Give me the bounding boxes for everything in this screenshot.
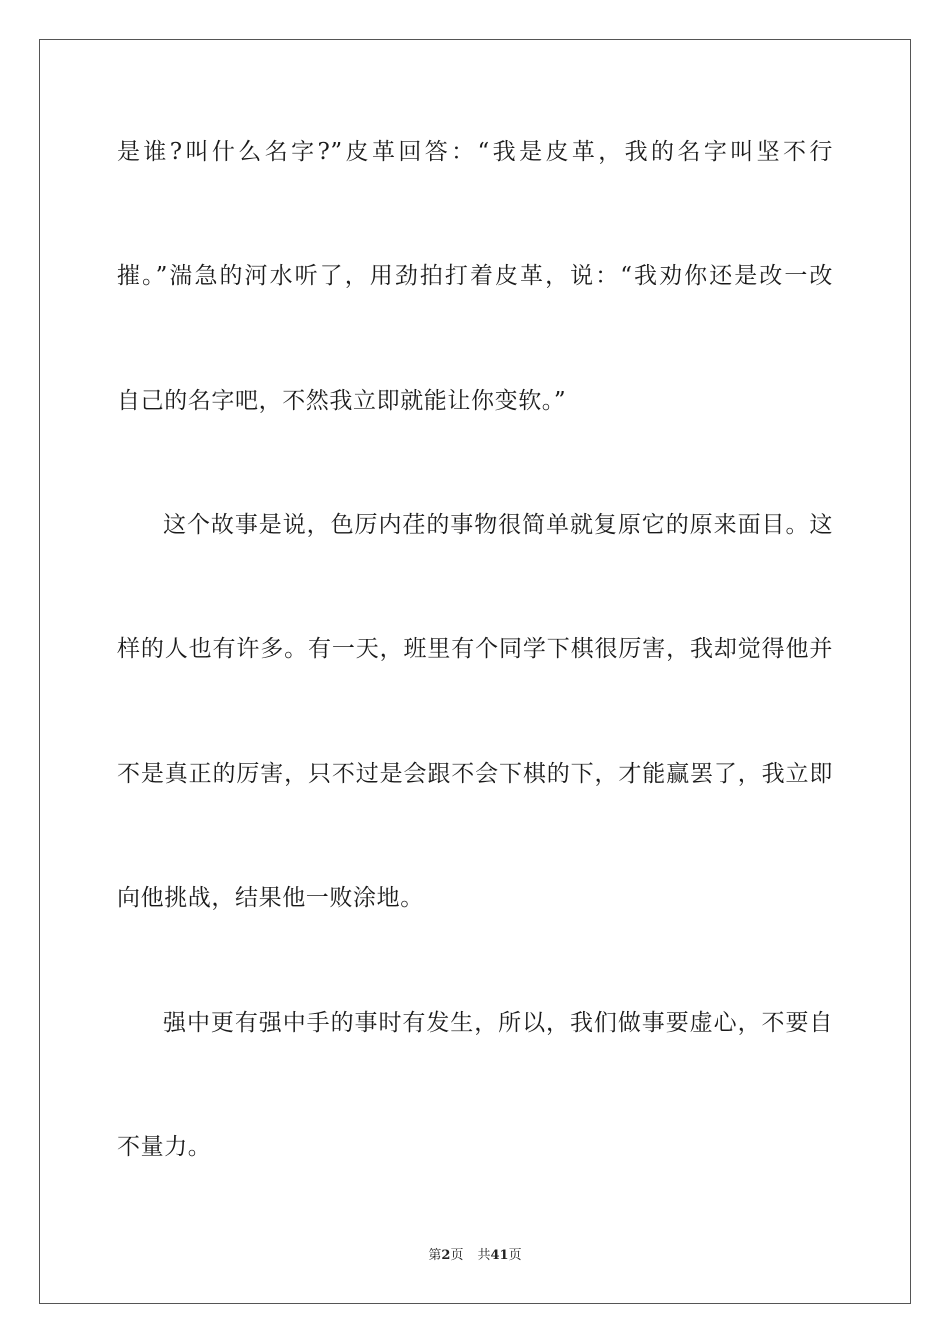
- page-current: 2: [441, 1248, 451, 1263]
- page-footer: [0, 1247, 950, 1265]
- text-line: 不量力。: [117, 1134, 212, 1160]
- page-prefix: 第: [428, 1248, 442, 1263]
- text-line: 不是真正的厉害，只不过是会跟不会下棋的下，才能赢罢了，我立即: [117, 761, 833, 787]
- text-line: 是谁?叫什么名字?”皮革回答：“我是皮革，我的名字叫坚不行: [117, 139, 833, 165]
- text-line: 摧。”湍急的河水听了，用劲拍打着皮革，说：“我劝你还是改一改: [117, 263, 833, 289]
- page-total: 41: [490, 1248, 509, 1263]
- text-line: 向他挑战，结果他一败涂地。: [117, 885, 424, 911]
- total-suffix: 页: [508, 1248, 522, 1263]
- text-line: 样的人也有许多。有一天，班里有个同学下棋很厉害，我却觉得他并: [117, 636, 833, 662]
- text-line: 自己的名字吧，不然我立即就能让你变软。”: [117, 388, 567, 414]
- text-line: 这个故事是说，色厉内荏的事物很简单就复原它的原来面目。这: [163, 512, 833, 538]
- page-suffix: 页: [450, 1248, 464, 1263]
- text-line: 强中更有强中手的事时有发生，所以，我们做事要虚心，不要自: [163, 1010, 833, 1036]
- page-border: [39, 39, 911, 1304]
- total-prefix: 共: [477, 1248, 491, 1263]
